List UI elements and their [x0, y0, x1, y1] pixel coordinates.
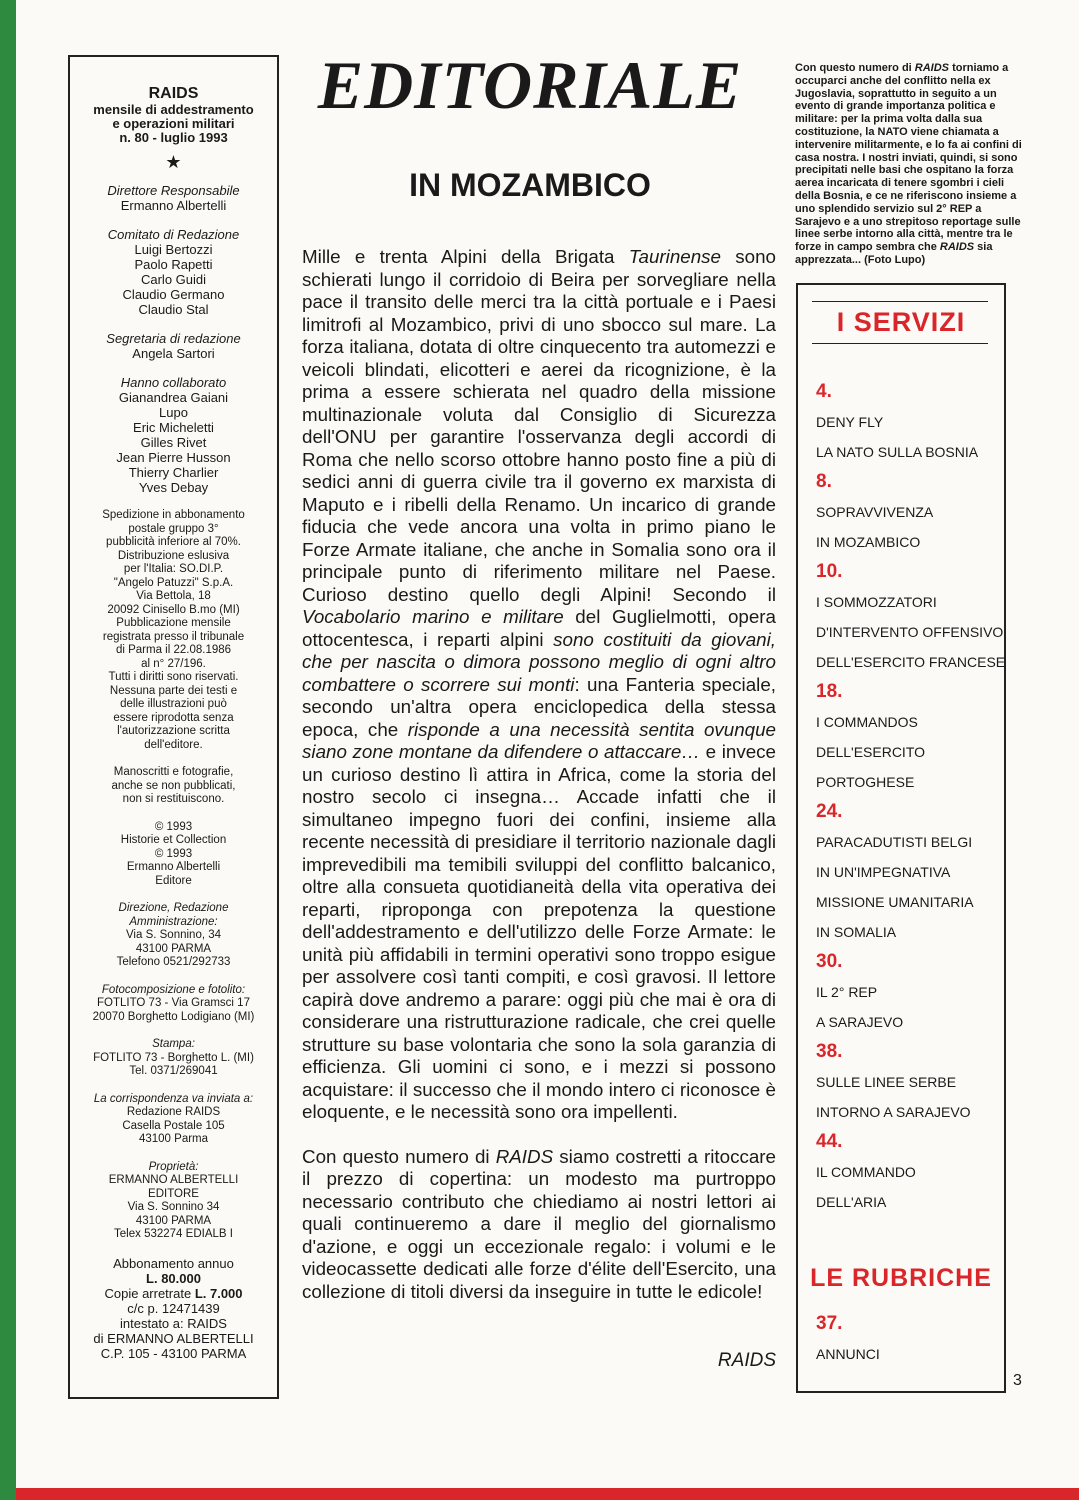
text-line: Redazione RAIDS — [126, 1106, 221, 1118]
text-line: Telex 532274 EDIALB I — [114, 1228, 233, 1240]
toc-page-number: 4. — [816, 381, 832, 402]
text-line: Via S. Sonnino 34 — [127, 1201, 220, 1213]
text-line: Jean Pierre Husson — [116, 450, 231, 465]
masthead-subtitle — [70, 103, 277, 145]
text-line: Distribuzione eslusiva — [117, 549, 230, 562]
editorial-subtitle: IN MOZAMBICO — [409, 167, 651, 203]
toc-entry-line: I SOMMOZZATORI — [816, 594, 937, 610]
text-line: Eric Micheletti — [133, 420, 214, 435]
toc-page-number: 8. — [816, 471, 832, 492]
text-line: postale gruppo 3° — [128, 522, 219, 535]
toc-entry-line: SULLE LINEE SERBE — [816, 1074, 957, 1090]
text-line: di ERMANNO ALBERTELLI — [93, 1330, 254, 1346]
text-run: siamo costretti a ritoccare il prezzo di copertina: un modesto ma purtroppo necessario contributo che chiediamo ai nostri lettori ai quali continueremo a dare il meglio del giornalismo d'azione, e oggi un eccezionale regalo: i volumi e le videocassette dedicati alle forze d'élite dell'Esercito, una collezione di titoli diversi da inseguire in tutte le edicole! — [302, 1145, 777, 1302]
text-line: pubblicità inferiore al 70%. — [106, 536, 241, 548]
committee-list — [70, 242, 277, 317]
back-issues-price: L. 7.000 — [194, 1285, 243, 1301]
photocomposition-address — [70, 997, 277, 1024]
text-line: non si restituiscono. — [122, 793, 225, 805]
text-line: essere riprodotta senza — [113, 711, 234, 724]
toc-entry-line: PARACADUTISTI BELGI — [816, 834, 973, 850]
text-line: al n° 27/196. — [141, 657, 206, 670]
text-line: mensile di addestramento — [93, 102, 254, 117]
text-line: 43100 PARMA — [135, 942, 212, 955]
back-issues-label: Copie arretrate — [104, 1285, 195, 1301]
correspondence-heading: La corrispondenza va inviata a: — [93, 1092, 254, 1105]
toc-entry-line: DELL'ESERCITO — [816, 744, 926, 760]
toc-entry-line: IN UN'IMPEGNATIVA — [816, 864, 951, 880]
text-line: C.P. 105 - 43100 PARMA — [100, 1345, 247, 1361]
director-heading: Direttore Responsabile — [107, 183, 240, 198]
owner-heading: Proprietà: — [148, 1160, 199, 1173]
italic-run: sono costituiti da giovani, che per nascita o dimora possono meglio di ogni altro combattere o scorrere sui monti — [302, 628, 776, 695]
secretary-name: Angela Sartori — [132, 346, 215, 361]
toc-page-number: 37. — [816, 1313, 843, 1334]
text-line: Gilles Rivet — [140, 435, 207, 450]
toc-entry-line: DELL'ESERCITO FRANCESE — [816, 654, 1006, 670]
text-line: dell'editore. — [144, 738, 203, 751]
text-line: registrata presso il tribunale — [102, 630, 245, 643]
admin-heading — [70, 902, 277, 929]
text-line: Luigi Bertozzi — [134, 242, 213, 257]
collaborators-list — [70, 390, 277, 495]
toc-page-number: 30. — [816, 951, 843, 972]
text-line: Casella Postale 105 — [122, 1119, 225, 1132]
print-address — [70, 1052, 277, 1079]
text-line: per l'Italia: SO.DI.P. — [123, 563, 224, 575]
text-line: Editore — [155, 874, 192, 887]
text-run: del Guglielmotti, opera ottocentesca, i reparti alpini — [302, 606, 776, 650]
back-issues — [70, 1286, 277, 1301]
text-run: : una Fanteria speciale, secondo un'altra opera enciclopedica della stessa epoca, che — [302, 673, 776, 740]
text-line: Direzione, Redazione — [118, 902, 229, 914]
text-line: delle illustrazioni può — [120, 698, 227, 710]
masthead-box — [68, 55, 279, 1399]
text-line: Amministrazione: — [129, 915, 218, 928]
text-line: ERMANNO ALBERTELLI — [108, 1174, 239, 1186]
toc-entry-line: IL COMMANDO — [816, 1164, 916, 1180]
left-edge-band — [0, 0, 16, 1500]
text-line: Via Bettola, 18 — [136, 590, 211, 602]
text-line: "Angelo Patuzzi" S.p.A. — [113, 576, 234, 589]
director-name: Ermanno Albertelli — [120, 198, 227, 213]
text-line: Ermanno Albertelli — [126, 861, 221, 873]
toc-entry-line: SOPRAVVIVENZA — [816, 504, 934, 520]
text-line: Pubblicazione mensile — [116, 617, 231, 629]
text-line: FOTLITO 73 - Borghetto L. (MI) — [93, 1051, 254, 1064]
editorial-paragraph-1 — [302, 246, 776, 1124]
text-line: Thierry Charlier — [128, 465, 219, 480]
text-line: Spedizione in abbonamento — [102, 509, 245, 521]
text-run: Con questo numero di — [795, 62, 915, 74]
toc-entry-line: MISSIONE UMANITARIA — [816, 894, 974, 910]
subscription-price: L. 80.000 — [146, 1270, 201, 1286]
text-line: Claudio Stal — [138, 302, 209, 317]
rubriche-heading: LE RUBRICHE — [810, 1264, 992, 1292]
text-line: Via S. Sonnino, 34 — [125, 929, 222, 941]
services-list — [816, 377, 1006, 1217]
italic-run: risponde a una necessità sentita ovunque siano zone montane da difendere o attaccare… — [302, 718, 777, 762]
toc-entry-line: DELL'ARIA — [816, 1194, 887, 1210]
text-line: Claudio Germano — [122, 287, 225, 302]
contents-box — [796, 283, 1006, 1393]
text-line: n. 80 - luglio 1993 — [119, 130, 228, 145]
text-line: 20070 Borghetto Lodigiano (MI) — [92, 1010, 255, 1023]
masthead-title: RAIDS — [148, 85, 199, 102]
text-line: 43100 Parma — [138, 1133, 209, 1145]
correspondence-address — [70, 1106, 277, 1147]
text-line: 20092 Cinisello B.mo (MI) — [107, 603, 240, 616]
toc-entry-line: IN SOMALIA — [816, 924, 897, 940]
toc-entry-line: I COMMANDOS — [816, 714, 918, 730]
page-number: 3 — [1013, 1372, 1022, 1389]
text-line: Carlo Guidi — [140, 272, 207, 287]
text-line: Manoscritti e fotografie, — [113, 766, 234, 778]
services-heading: I SERVIZI — [836, 307, 966, 337]
toc-page-number: 10. — [816, 561, 843, 582]
toc-entry-line: IN MOZAMBICO — [816, 534, 921, 550]
text-line: di Parma il 22.08.1986 — [115, 644, 232, 656]
text-line: Yves Debay — [138, 480, 209, 495]
print-heading: Stampa: — [152, 1038, 195, 1050]
subscription-label: Abbonamento annuo — [113, 1255, 234, 1271]
text-line: anche se non pubblicati, — [111, 779, 236, 792]
toc-entry-line: DENY FLY — [816, 414, 884, 430]
legal-notice — [70, 509, 277, 752]
rubriche-list — [816, 1309, 996, 1369]
text-line: Paolo Rapetti — [134, 257, 213, 272]
text-line: Telefono 0521/292733 — [116, 956, 231, 968]
text-line: Lupo — [159, 405, 188, 420]
collaborators-heading: Hanno collaborato — [120, 375, 227, 390]
secretary-heading: Segretaria di redazione — [106, 331, 241, 346]
copyright-notice — [70, 821, 277, 889]
manuscripts-notice — [70, 766, 277, 807]
committee-heading: Comitato di Redazione — [107, 227, 240, 242]
toc-entry-line: ANNUNCI — [816, 1346, 880, 1362]
editorial-paragraph-2 — [302, 1146, 776, 1304]
photo-caption — [795, 62, 1027, 267]
bottom-edge-band — [16, 1488, 1079, 1500]
toc-entry-line: IL 2° REP — [816, 984, 878, 1000]
text-line: l'autorizzazione scritta — [117, 725, 230, 737]
editorial-signature: RAIDS — [717, 1350, 776, 1371]
toc-page-number: 44. — [816, 1131, 843, 1152]
divider — [812, 343, 988, 344]
text-line: Tel. 0371/269041 — [129, 1065, 218, 1077]
toc-page-number: 24. — [816, 801, 843, 822]
text-line: c/c p. 12471439 — [127, 1300, 220, 1316]
toc-page-number: 38. — [816, 1041, 843, 1062]
text-line: e operazioni militari — [112, 116, 235, 131]
toc-page-number: 18. — [816, 681, 843, 702]
text-line: © 1993 — [154, 847, 193, 860]
account-info — [70, 1301, 277, 1361]
italic-run: RAIDS — [914, 62, 950, 74]
text-line: Tutti i diritti sono riservati. — [108, 671, 239, 683]
italic-run: RAIDS — [495, 1145, 554, 1167]
text-line: 43100 PARMA — [135, 1214, 212, 1227]
text-line: Gianandrea Gaiani — [118, 390, 229, 405]
toc-entry-line: D'INTERVENTO OFFENSIVO — [816, 624, 1004, 640]
text-line: © 1993 — [154, 820, 193, 833]
italic-run: Vocabolario marino e militare — [302, 606, 564, 627]
admin-address — [70, 929, 277, 970]
editorial-body — [302, 246, 776, 1303]
text-line: EDITORE — [148, 1187, 199, 1200]
star-icon: ★ — [165, 152, 182, 172]
editorial-title: EDITORIALE — [317, 47, 743, 123]
divider — [812, 301, 988, 302]
text-line: Nessuna parte dei testi e — [109, 684, 238, 697]
text-run: e invece un curioso destino lì attira in Africa, come la storia del nostro secolo ci insegna… Accade infatti che il simultaneo impegno fuori dei confini, insieme alla recente necessità di presidiare il territorio nazionale dagli imprevedibili ma temibili sviluppi del conflitto balcanico, oltre alla consueta quotidianeità della vita operativa dei reparti, riproponga con prepotenza la questione dell'addestramento e dell'utilizzo delle Forze Armate: le unità più affidabili in termini operativi sono troppo esigue per assolvere così tanti compiti, e così gravosi. Il lettore capirà dove andremo a parare: oggi più che mai è ora di considerare una ristrutturazione radicale, che crei quelle strutture su base volontaria che sono la sola garanzia di efficienza. Gli uomini ci sono, e i mezzi si possono acquistare: il successo che il mondo intero ci riconosce è eloquente, e le necessità sono ora impellenti. — [302, 741, 776, 1122]
text-run: sono schierati lungo il corridoio di Beira per sorvegliare nella pace il transito delle merci tra la città portuale e i Paesi limitrofi al Mozambico, privi di uno sbocco sul mare. La forza italiana, dotata di oltre cinquecento tra automezzi e veicoli blindati, elicotteri e aerei da ricognizione, è la prima a essere schierata nel quadro della missione multinazionale voluta dal Consiglio di Sicurezza dell'ONU per garantire l'osservanza degli accordi di Roma che nello scorso ottobre hanno posto fine a più di sedici anni di guerra civile tra il governo ex marxista di Maputo e i ribelli della Renamo. Un incarico di grande fiducia che vede ancora una volta in primo piano le Forze Armate italiane, che anche in Somalia sono ora il principale punto di riferimento militare nel Paese. Curioso destino quello degli Alpini! Secondo il — [302, 246, 776, 605]
owner-address — [70, 1174, 277, 1242]
text-line: intestato a: RAIDS — [120, 1315, 227, 1331]
italic-run: Taurinense — [628, 246, 721, 267]
toc-entry-line: INTORNO A SARAJEVO — [816, 1104, 971, 1120]
toc-entry-line: LA NATO SULLA BOSNIA — [816, 444, 979, 460]
text-run: sia apprezzata... (Foto Lupo) — [795, 241, 993, 266]
toc-entry-line: PORTOGHESE — [816, 774, 915, 790]
toc-entry-line: A SARAJEVO — [816, 1014, 904, 1030]
text-run: torniamo a occuparci anche del conflitto nella ex Jugoslavia, soprattutto in seguito a un evento di grande importanza politica e militare: per la prima volta dalla sua costituzione, la NATO viene chiamata a intervenire militarmente, e lo fa ai confini di casa nostra. I nostri inviati, quindi, si sono precipitati nelle basi che ospitano la forza aerea incaricata di tenere sgombri i cieli della Bosnia, e ce ne riferiscono insieme a uno splendido servizio sul 2° REP a Sarajevo e a uno strepitoso reportage sulle linee serbe intorno alla città, mentre tra le forze in campo sembra che — [795, 62, 1022, 254]
photocomposition-heading: Fotocomposizione e fotolito: — [101, 983, 246, 996]
text-run: Con questo numero di — [302, 1145, 496, 1167]
text-line: Historie et Collection — [120, 834, 227, 846]
italic-run: RAIDS — [939, 241, 975, 254]
text-run: Mille e trenta Alpini della Brigata — [302, 246, 629, 267]
text-line: FOTLITO 73 - Via Gramsci 17 — [97, 997, 250, 1009]
